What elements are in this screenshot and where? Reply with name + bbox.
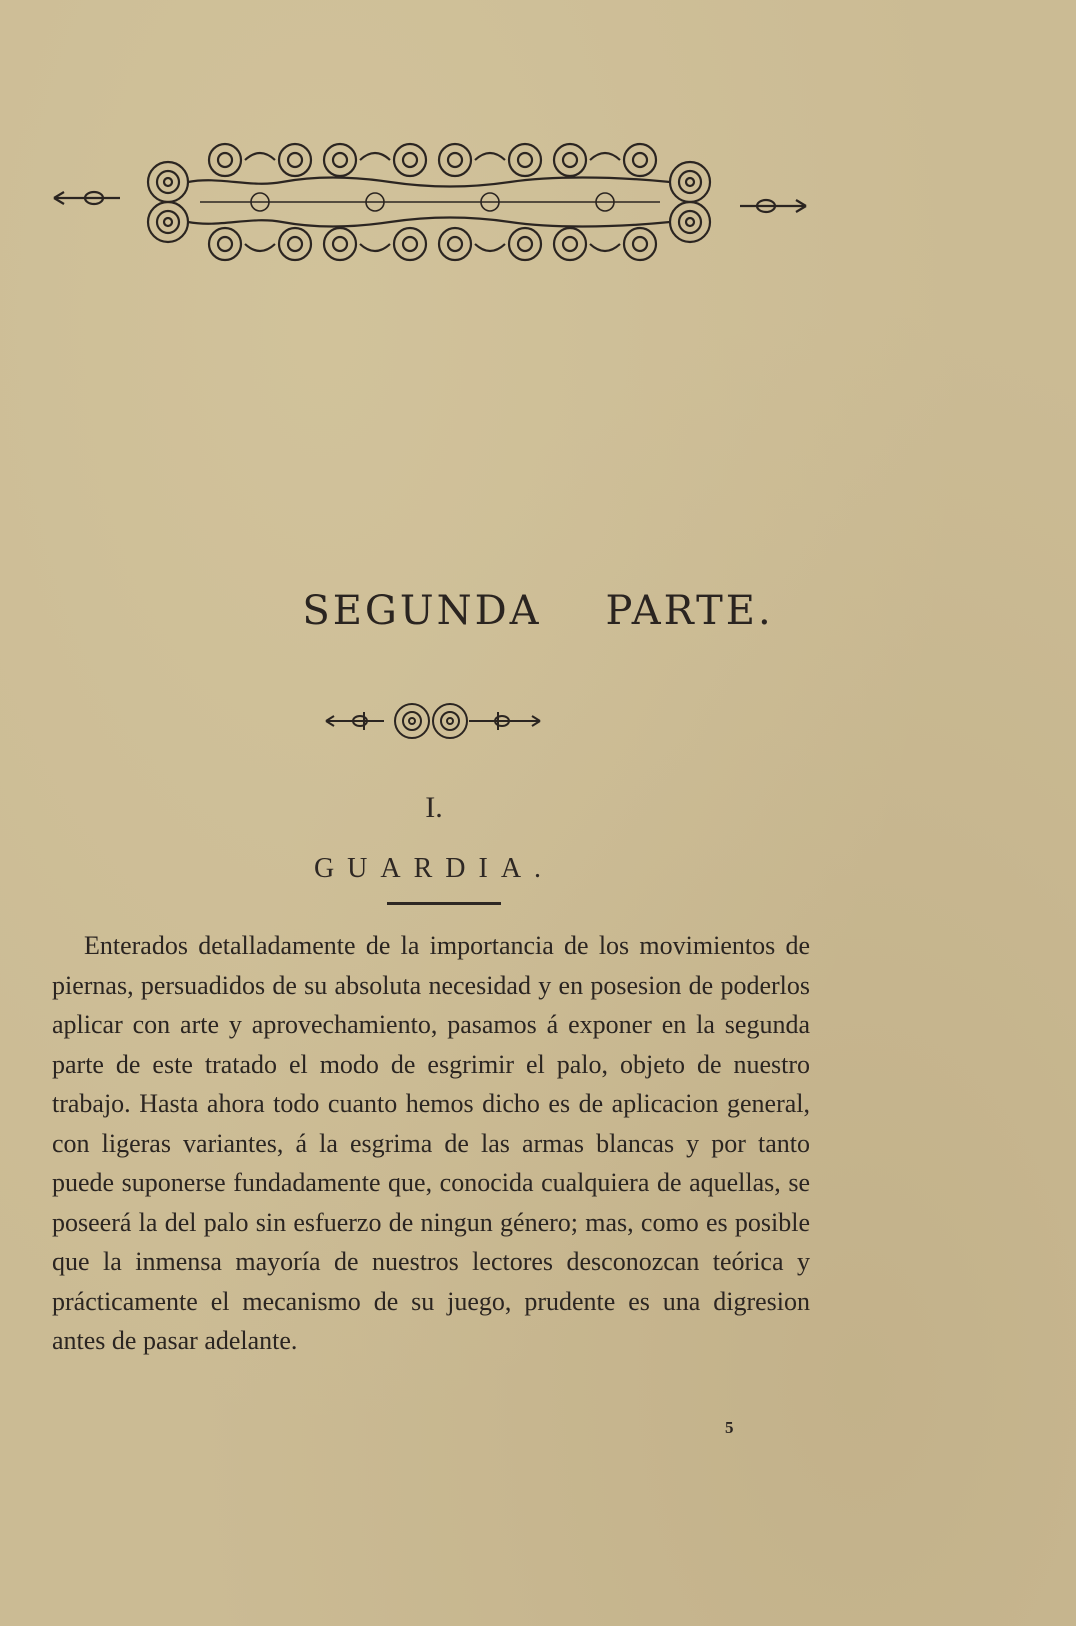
scrollwork-ornament-band [50,138,810,268]
part-title-first: SEGUNDA [302,588,542,634]
chapter-title: GUARDIA. [313,853,555,884]
page-number: 5 [725,1418,734,1437]
part-title [0,583,1076,639]
body-paragraph: Enterados detalladamente de la importancia de los movimientos de piernas, persuadidos de su absoluta necesidad y en posesion de poderlos aplicar con arte y aprovechamiento, pasamos á exponer en la segunda parte de este tratado el modo de esgrimir el palo, objeto de nuestro trabajo. Hasta ahora todo cuanto hemos dicho es de aplicacion general, con ligeras variantes, á la esgrima de las armas blancas y por tanto puede suponerse fundadamente que, conocida cualquiera de aquellas, se poseerá la del palo sin esfuerzo de ningun género; mas, como es posible que la inmensa mayoría de nuestros lectores desconozcan teórica y prácticamente el mecanismo de su juego, prudente es una digresion antes de pasar adelante. [52,931,810,1355]
title-rule [387,902,501,905]
scrollwork-ornament-small [324,700,542,742]
part-title-second: PARTE. [605,588,774,634]
chapter-number: I. [425,791,443,824]
